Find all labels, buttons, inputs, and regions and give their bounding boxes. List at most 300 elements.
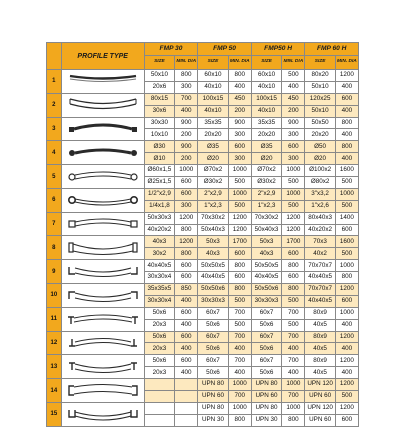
- size-header: SIZE: [251, 56, 281, 70]
- bending-capacity-table: [46, 42, 359, 427]
- size-cell: UPN 30: [251, 414, 281, 426]
- min-dia-cell: 600: [175, 355, 198, 367]
- min-dia-cell: 400: [175, 343, 198, 355]
- size-cell: 40x3: [198, 248, 228, 260]
- min-dia-cell: 400: [335, 153, 358, 165]
- min-dia-cell: 800: [282, 284, 305, 296]
- table-row: [47, 93, 359, 105]
- min-dia-cell: 700: [228, 355, 251, 367]
- size-cell: 70x30x2: [198, 212, 228, 224]
- profile-number: 2: [47, 93, 62, 117]
- min-dia-header: MIN. DIA: [175, 56, 198, 70]
- size-cell: 60x10: [251, 70, 281, 82]
- min-dia-cell: 700: [282, 391, 305, 403]
- min-dia-cell: 500: [228, 200, 251, 212]
- min-dia-cell: 500: [282, 177, 305, 189]
- min-dia-cell: 400: [335, 319, 358, 331]
- min-dia-cell: 600: [335, 93, 358, 105]
- size-cell: 80x40x3: [305, 212, 335, 224]
- model-header-fmp30: FMP 30: [144, 43, 198, 56]
- table-row: [47, 188, 359, 200]
- min-dia-cell: 500: [335, 391, 358, 403]
- min-dia-cell: 500: [335, 177, 358, 189]
- size-cell: 70x70x7: [305, 284, 335, 296]
- min-dia-cell: 600: [282, 141, 305, 153]
- size-cell: 30x30x4: [144, 272, 174, 284]
- min-dia-cell: 600: [175, 272, 198, 284]
- profile-type-header: PROFILE TYPE: [61, 43, 144, 70]
- size-cell: 80x9: [305, 355, 335, 367]
- min-dia-cell: 1700: [282, 236, 305, 248]
- size-cell: Ø25x1,5: [144, 177, 174, 189]
- min-dia-cell: 600: [228, 141, 251, 153]
- min-dia-cell: 800: [282, 414, 305, 426]
- min-dia-cell: 400: [228, 343, 251, 355]
- min-dia-cell: 1000: [335, 188, 358, 200]
- size-cell: 40x40x5: [305, 295, 335, 307]
- profile-number: 8: [47, 236, 62, 260]
- min-dia-cell: 700: [228, 307, 251, 319]
- profile-number: 7: [47, 212, 62, 236]
- min-dia-cell: 400: [228, 81, 251, 93]
- min-dia-cell: 1000: [282, 165, 305, 177]
- size-cell: 60x7: [198, 331, 228, 343]
- profile-channel-flange-icon: [61, 379, 144, 403]
- size-cell: Ø30x2: [251, 177, 281, 189]
- size-cell: 50x30x3: [144, 212, 174, 224]
- size-cell: UPN 120: [305, 402, 335, 414]
- min-dia-cell: 700: [175, 93, 198, 105]
- profile-number: 10: [47, 284, 62, 308]
- profile-tee-flange-icon: [61, 331, 144, 355]
- size-cell: 60x7: [251, 331, 281, 343]
- min-dia-cell: 400: [335, 129, 358, 141]
- size-cell: Ø80x2: [305, 177, 335, 189]
- size-cell: 1"x2,3: [251, 200, 281, 212]
- size-cell: 60x10: [198, 70, 228, 82]
- size-cell: Ø20: [251, 153, 281, 165]
- min-dia-cell: 1000: [282, 379, 305, 391]
- min-dia-cell: 700: [282, 307, 305, 319]
- size-cell: Ø20: [305, 153, 335, 165]
- profile-number: 15: [47, 402, 62, 426]
- min-dia-cell: 800: [335, 117, 358, 129]
- size-cell: [144, 414, 174, 426]
- size-cell: 50x6: [198, 343, 228, 355]
- size-cell: 40x10: [251, 105, 281, 117]
- table-row: [47, 331, 359, 343]
- size-cell: 40x40x5: [198, 272, 228, 284]
- min-dia-cell: 500: [228, 319, 251, 331]
- min-dia-cell: 800: [335, 272, 358, 284]
- table-row: [47, 379, 359, 391]
- size-cell: 50x6: [251, 343, 281, 355]
- size-cell: Ø10: [144, 153, 174, 165]
- size-cell: 50x10: [305, 105, 335, 117]
- size-cell: 30x30: [144, 117, 174, 129]
- size-cell: Ø70x2: [198, 165, 228, 177]
- size-cell: 1/4x1,8: [144, 200, 174, 212]
- size-cell: 60x7: [198, 307, 228, 319]
- min-dia-cell: 400: [175, 105, 198, 117]
- size-cell: [144, 379, 174, 391]
- min-dia-header: MIN. DIA: [335, 56, 358, 70]
- size-cell: UPN 80: [198, 402, 228, 414]
- min-dia-cell: 400: [282, 367, 305, 379]
- size-cell: 20x6: [144, 81, 174, 93]
- min-dia-header: MIN. DIA: [282, 56, 305, 70]
- size-cell: Ø30: [144, 141, 174, 153]
- min-dia-cell: [175, 402, 198, 414]
- size-header: SIZE: [198, 56, 228, 70]
- min-dia-cell: 1200: [175, 212, 198, 224]
- profile-number: 3: [47, 117, 62, 141]
- min-dia-cell: 1000: [228, 165, 251, 177]
- min-dia-cell: 600: [175, 188, 198, 200]
- table-row: [47, 165, 359, 177]
- size-cell: 30x30x3: [198, 295, 228, 307]
- size-cell: UPN 80: [251, 379, 281, 391]
- profile-number: 6: [47, 188, 62, 212]
- size-cell: 50x50x6: [198, 284, 228, 296]
- profile-tee-vertical-icon: [61, 307, 144, 331]
- size-cell: 80x20: [305, 70, 335, 82]
- profile-tee-inside-icon: [61, 355, 144, 379]
- min-dia-cell: 900: [228, 117, 251, 129]
- profile-angle-outside-icon: [61, 284, 144, 308]
- size-cell: 40x40x5: [251, 272, 281, 284]
- profile-square-tube-icon: [61, 212, 144, 236]
- size-cell: 35x35x5: [144, 284, 174, 296]
- size-cell: Ø35: [251, 141, 281, 153]
- size-cell: 50x50: [305, 117, 335, 129]
- size-cell: Ø35: [198, 141, 228, 153]
- min-dia-cell: 800: [228, 70, 251, 82]
- size-cell: UPN 60: [198, 391, 228, 403]
- min-dia-cell: 300: [228, 129, 251, 141]
- min-dia-header: MIN. DIA: [228, 56, 251, 70]
- min-dia-cell: 600: [228, 272, 251, 284]
- size-cell: 60x7: [251, 307, 281, 319]
- profile-channel-web-icon: [61, 402, 144, 426]
- min-dia-cell: 1000: [282, 402, 305, 414]
- min-dia-cell: 1000: [175, 165, 198, 177]
- min-dia-cell: 500: [282, 200, 305, 212]
- size-cell: 40x40x5: [144, 260, 174, 272]
- size-cell: 80x15: [144, 93, 174, 105]
- table-row: [47, 236, 359, 248]
- size-cell: 50x50x5: [198, 260, 228, 272]
- min-dia-cell: 500: [282, 319, 305, 331]
- size-cell: 30x6: [144, 105, 174, 117]
- size-cell: 20x20: [251, 129, 281, 141]
- min-dia-cell: 700: [228, 331, 251, 343]
- table-row: [47, 402, 359, 414]
- size-cell: 50x6: [198, 367, 228, 379]
- min-dia-cell: 800: [335, 141, 358, 153]
- min-dia-cell: 1200: [335, 331, 358, 343]
- size-cell: Ø100x2: [305, 165, 335, 177]
- min-dia-cell: 1200: [175, 236, 198, 248]
- min-dia-cell: 1000: [228, 188, 251, 200]
- profile-angle-inside-icon: [61, 260, 144, 284]
- size-cell: 40x2: [305, 248, 335, 260]
- size-cell: 20x3: [144, 367, 174, 379]
- size-cell: 40x5: [305, 319, 335, 331]
- profile-round-tube-icon: [61, 165, 144, 189]
- size-cell: 3"x3,2: [305, 188, 335, 200]
- size-cell: UPN 80: [198, 379, 228, 391]
- size-cell: 40x10: [198, 81, 228, 93]
- min-dia-cell: 1600: [335, 165, 358, 177]
- min-dia-cell: 900: [175, 141, 198, 153]
- size-cell: 50x50x5: [251, 260, 281, 272]
- size-cell: 30x30x4: [144, 295, 174, 307]
- table-row: [47, 212, 359, 224]
- size-cell: 70x70x7: [305, 260, 335, 272]
- profile-square-bar-icon: [61, 117, 144, 141]
- size-cell: Ø50: [305, 141, 335, 153]
- profile-number: 5: [47, 165, 62, 189]
- size-cell: 50x40x3: [251, 224, 281, 236]
- min-dia-cell: 800: [228, 284, 251, 296]
- min-dia-cell: 600: [228, 248, 251, 260]
- size-cell: 20x20: [198, 129, 228, 141]
- min-dia-cell: 900: [282, 117, 305, 129]
- model-header-fmp60h: FMP 60 H: [305, 43, 359, 56]
- size-cell: 40x10: [198, 105, 228, 117]
- min-dia-cell: 1000: [335, 260, 358, 272]
- min-dia-cell: 1200: [335, 284, 358, 296]
- min-dia-cell: 500: [335, 200, 358, 212]
- size-cell: 40x5: [305, 367, 335, 379]
- size-cell: [144, 391, 174, 403]
- min-dia-cell: [175, 414, 198, 426]
- profile-number: 12: [47, 331, 62, 355]
- profile-round-bar-icon: [61, 141, 144, 165]
- size-cell: 1"x2,6: [305, 200, 335, 212]
- size-header: SIZE: [305, 56, 335, 70]
- min-dia-cell: 600: [175, 307, 198, 319]
- size-cell: 35x35: [251, 117, 281, 129]
- min-dia-cell: 1200: [335, 379, 358, 391]
- min-dia-cell: 600: [282, 248, 305, 260]
- size-cell: 20x3: [144, 343, 174, 355]
- size-cell: UPN 30: [198, 414, 228, 426]
- size-cell: 40x40x5: [305, 272, 335, 284]
- profile-rect-tube-icon: [61, 236, 144, 260]
- size-cell: 100x15: [251, 93, 281, 105]
- size-cell: 50x10: [144, 70, 174, 82]
- min-dia-cell: 1200: [228, 224, 251, 236]
- min-dia-cell: 600: [175, 177, 198, 189]
- size-cell: 60x7: [198, 355, 228, 367]
- min-dia-cell: 1200: [335, 70, 358, 82]
- size-cell: [144, 402, 174, 414]
- profile-number: 14: [47, 379, 62, 403]
- min-dia-cell: 200: [282, 105, 305, 117]
- size-cell: 2"x2,9: [251, 188, 281, 200]
- size-cell: 40x10: [251, 81, 281, 93]
- min-dia-cell: 1200: [228, 212, 251, 224]
- table-row: [47, 355, 359, 367]
- min-dia-cell: 500: [335, 248, 358, 260]
- size-cell: 35x35: [198, 117, 228, 129]
- size-cell: 60x7: [251, 355, 281, 367]
- size-cell: UPN 60: [305, 414, 335, 426]
- size-header: SIZE: [144, 56, 174, 70]
- size-cell: 50x6: [251, 367, 281, 379]
- min-dia-cell: 800: [175, 70, 198, 82]
- size-cell: 50x6: [251, 319, 281, 331]
- size-cell: 1"x2,3: [198, 200, 228, 212]
- min-dia-cell: 450: [282, 93, 305, 105]
- size-cell: 50x40x3: [198, 224, 228, 236]
- size-cell: 50x3: [251, 236, 281, 248]
- min-dia-cell: 1000: [282, 188, 305, 200]
- size-cell: 1/2"x2,9: [144, 188, 174, 200]
- min-dia-cell: 1200: [335, 355, 358, 367]
- size-cell: 70x3: [305, 236, 335, 248]
- size-cell: UPN 60: [305, 391, 335, 403]
- table-row: [47, 141, 359, 153]
- min-dia-cell: 400: [335, 367, 358, 379]
- min-dia-cell: 300: [228, 153, 251, 165]
- min-dia-cell: 400: [282, 81, 305, 93]
- table-row: [47, 284, 359, 296]
- min-dia-cell: 400: [228, 367, 251, 379]
- size-cell: 2"x2,9: [198, 188, 228, 200]
- min-dia-cell: 1200: [282, 212, 305, 224]
- min-dia-cell: [175, 379, 198, 391]
- size-cell: Ø20: [198, 153, 228, 165]
- table-row: [47, 260, 359, 272]
- size-cell: 80x9: [305, 307, 335, 319]
- table-row: [47, 117, 359, 129]
- min-dia-cell: [175, 391, 198, 403]
- size-cell: 40x20x2: [305, 224, 335, 236]
- min-dia-cell: 700: [282, 331, 305, 343]
- size-cell: 10x10: [144, 129, 174, 141]
- min-dia-cell: 300: [282, 129, 305, 141]
- min-dia-cell: 500: [282, 70, 305, 82]
- min-dia-cell: 400: [175, 367, 198, 379]
- size-cell: 50x6: [144, 355, 174, 367]
- profile-number: 4: [47, 141, 62, 165]
- min-dia-cell: 600: [335, 295, 358, 307]
- min-dia-cell: 800: [228, 260, 251, 272]
- size-cell: Ø30x2: [198, 177, 228, 189]
- table-body: [47, 70, 359, 427]
- min-dia-cell: 1200: [282, 224, 305, 236]
- min-dia-cell: 600: [335, 224, 358, 236]
- min-dia-cell: 1700: [228, 236, 251, 248]
- size-cell: UPN 120: [305, 379, 335, 391]
- profile-number: 13: [47, 355, 62, 379]
- min-dia-cell: 200: [228, 105, 251, 117]
- min-dia-cell: 200: [175, 153, 198, 165]
- model-header-fmp50: FMP 50: [198, 43, 252, 56]
- min-dia-cell: 800: [175, 224, 198, 236]
- size-cell: 50x50x6: [251, 284, 281, 296]
- min-dia-cell: 400: [335, 81, 358, 93]
- min-dia-cell: 1000: [335, 307, 358, 319]
- size-cell: 50x6: [198, 319, 228, 331]
- profile-flat-bar-icon: [61, 70, 144, 94]
- min-dia-cell: 850: [175, 284, 198, 296]
- min-dia-cell: 400: [175, 319, 198, 331]
- size-cell: 20x20: [305, 129, 335, 141]
- profile-pipe-icon: [61, 188, 144, 212]
- table-row: [47, 307, 359, 319]
- size-cell: 20x3: [144, 319, 174, 331]
- size-cell: 40x3: [144, 236, 174, 248]
- profile-number: 1: [47, 70, 62, 94]
- size-cell: 40x5: [305, 343, 335, 355]
- size-cell: 40x20x2: [144, 224, 174, 236]
- size-cell: 30x2: [144, 248, 174, 260]
- size-cell: 40x3: [251, 248, 281, 260]
- size-cell: 120x25: [305, 93, 335, 105]
- size-cell: 30x30x3: [251, 295, 281, 307]
- min-dia-cell: 200: [175, 129, 198, 141]
- size-cell: 100x15: [198, 93, 228, 105]
- min-dia-cell: 1400: [335, 212, 358, 224]
- min-dia-cell: 600: [335, 414, 358, 426]
- size-cell: UPN 80: [251, 402, 281, 414]
- profile-number: 9: [47, 260, 62, 284]
- table-row: [47, 70, 359, 82]
- min-dia-cell: 1000: [228, 402, 251, 414]
- size-cell: UPN 60: [251, 391, 281, 403]
- profile-flat-bar-edge-icon: [61, 93, 144, 117]
- size-cell: Ø60x1,5: [144, 165, 174, 177]
- min-dia-cell: 600: [175, 260, 198, 272]
- min-dia-cell: 600: [175, 331, 198, 343]
- min-dia-cell: 500: [228, 295, 251, 307]
- min-dia-cell: 300: [175, 200, 198, 212]
- size-cell: 70x30x2: [251, 212, 281, 224]
- min-dia-cell: 500: [228, 177, 251, 189]
- size-cell: 50x6: [144, 307, 174, 319]
- min-dia-cell: 400: [175, 295, 198, 307]
- min-dia-cell: 1600: [335, 236, 358, 248]
- min-dia-cell: 450: [228, 93, 251, 105]
- min-dia-cell: 700: [228, 391, 251, 403]
- size-cell: 50x10: [305, 81, 335, 93]
- size-cell: 50x6: [144, 331, 174, 343]
- min-dia-cell: 400: [282, 343, 305, 355]
- min-dia-cell: 800: [282, 260, 305, 272]
- min-dia-cell: 900: [175, 117, 198, 129]
- min-dia-cell: 300: [282, 153, 305, 165]
- corner-cell: [47, 43, 62, 70]
- min-dia-cell: 1200: [335, 402, 358, 414]
- min-dia-cell: 700: [282, 355, 305, 367]
- min-dia-cell: 300: [175, 81, 198, 93]
- min-dia-cell: 1000: [228, 379, 251, 391]
- min-dia-cell: 500: [282, 295, 305, 307]
- model-header-fmp50h: FMP50 H: [251, 43, 305, 56]
- min-dia-cell: 600: [282, 272, 305, 284]
- min-dia-cell: 400: [335, 105, 358, 117]
- size-cell: 50x3: [198, 236, 228, 248]
- size-cell: Ø70x2: [251, 165, 281, 177]
- size-cell: 80x9: [305, 331, 335, 343]
- min-dia-cell: 800: [175, 248, 198, 260]
- profile-number: 11: [47, 307, 62, 331]
- min-dia-cell: 800: [228, 414, 251, 426]
